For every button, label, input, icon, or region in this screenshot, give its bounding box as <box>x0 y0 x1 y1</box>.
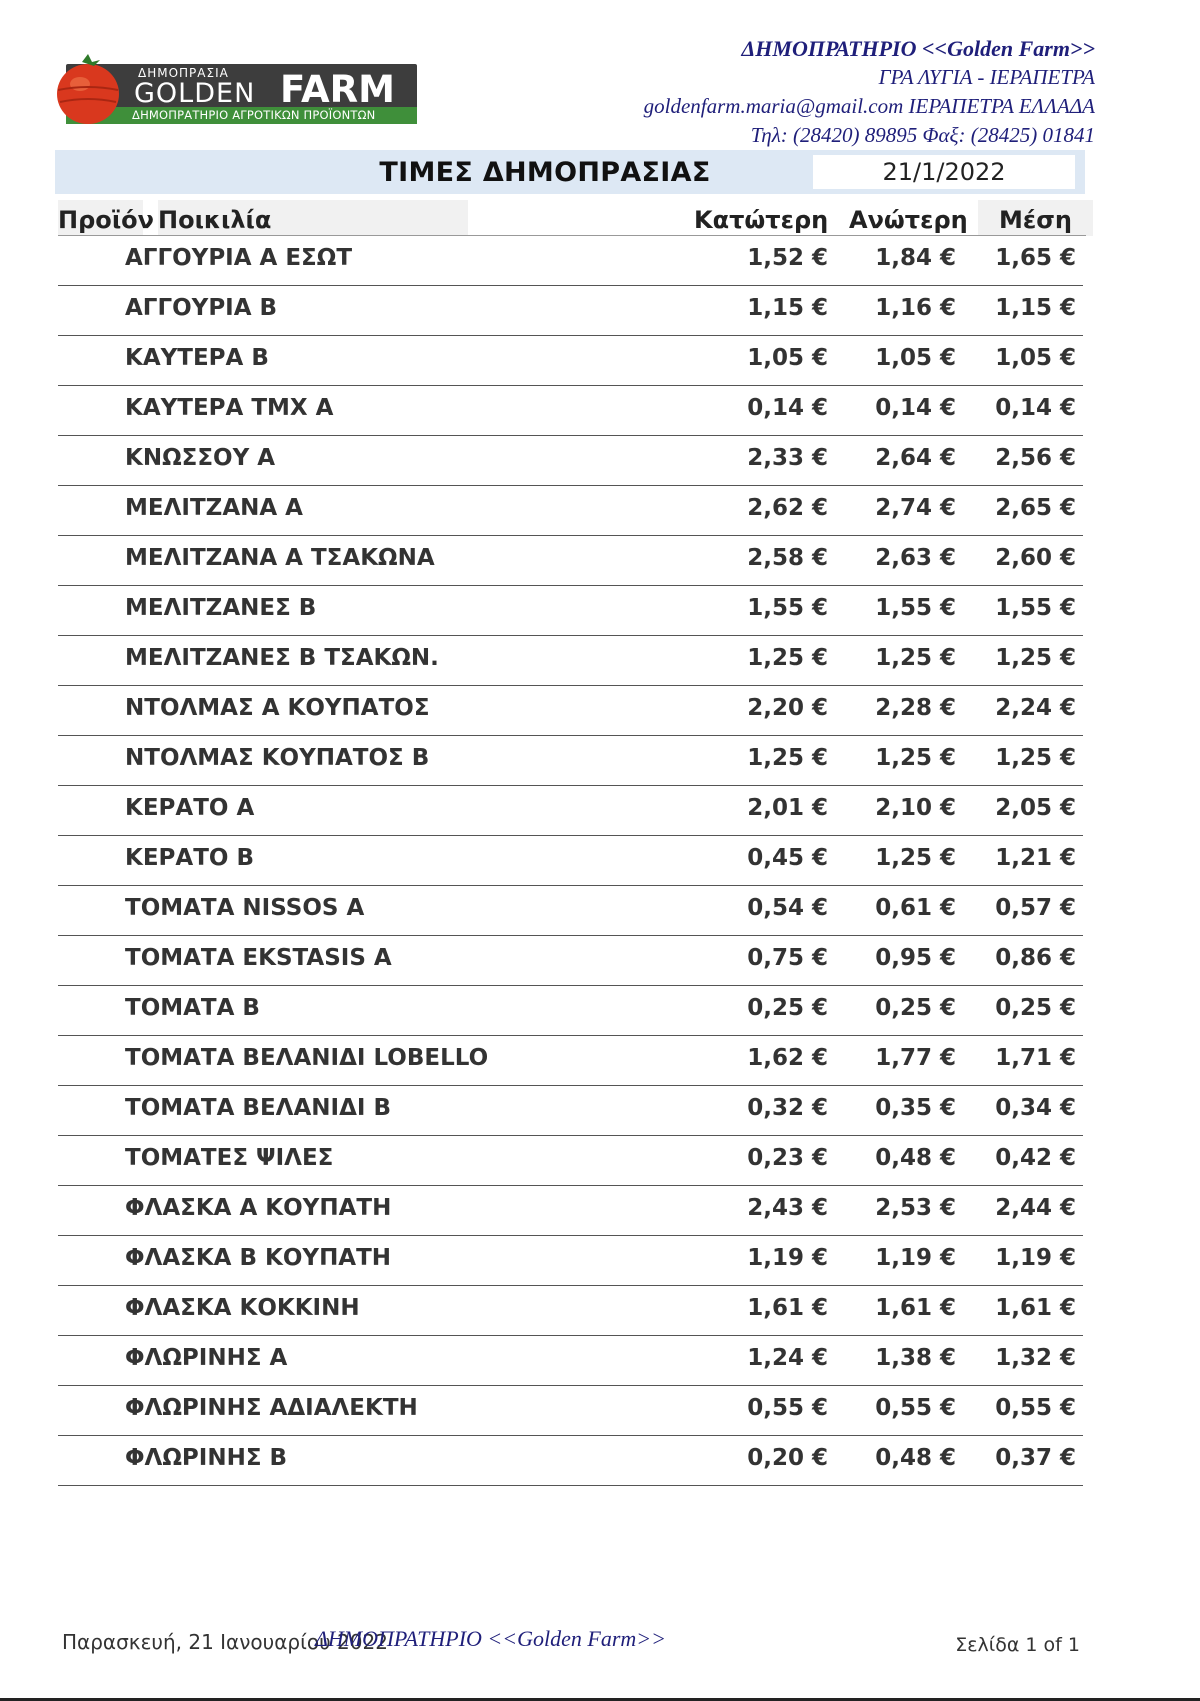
product-name: ΦΛΑΣΚΑ ΚΟΚΚΙΝΗ <box>125 1295 360 1321</box>
price-high: 1,16 € <box>875 295 956 321</box>
page-title: ΤΙΜΕΣ ΔΗΜΟΠΡΑΣΙΑΣ <box>379 157 711 188</box>
price-avg: 1,25 € <box>995 745 1076 771</box>
company-email: goldenfarm.maria@gmail.com ΙΕΡΑΠΕΤΡΑ ΕΛΛΑΔΑ <box>643 94 1095 118</box>
price-high: 1,61 € <box>875 1295 956 1321</box>
price-low: 2,43 € <box>747 1195 828 1221</box>
price-low: 0,45 € <box>747 845 828 871</box>
price-low: 1,19 € <box>747 1245 828 1271</box>
price-low: 2,62 € <box>747 495 828 521</box>
title-bar <box>55 150 1085 194</box>
price-avg: 1,15 € <box>995 295 1076 321</box>
price-low: 0,20 € <box>747 1445 828 1471</box>
table-row <box>58 1336 1083 1386</box>
price-high: 1,25 € <box>875 645 956 671</box>
footer-company: ΔΗΜΟΠΡΑΤΗΡΙΟ <<Golden Farm>> <box>315 1626 666 1651</box>
price-high: 1,25 € <box>875 745 956 771</box>
product-name: ΜΕΛΙΤΖΑΝΕΣ Β ΤΣΑΚΩΝ. <box>125 645 439 671</box>
price-high: 0,35 € <box>875 1095 956 1121</box>
price-low: 1,05 € <box>747 345 828 371</box>
price-low: 0,25 € <box>747 995 828 1021</box>
price-avg: 1,71 € <box>995 1045 1076 1071</box>
product-name: ΤΟΜΑΤΑ ΒΕΛΑΝΙΔΙ Β <box>125 1095 391 1121</box>
product-name: ΚΕΡΑΤΟ Α <box>125 795 255 821</box>
price-low: 2,33 € <box>747 445 828 471</box>
price-avg: 0,86 € <box>995 945 1076 971</box>
product-name: ΜΕΛΙΤΖΑΝΕΣ Β <box>125 595 317 621</box>
table-row <box>58 936 1083 986</box>
company-name: ΔΗΜΟΠΡΑΤΗΡΙΟ <<Golden Farm>> <box>741 36 1095 61</box>
column-header-variety-label: Ποικιλία <box>158 206 272 234</box>
table-row <box>58 886 1083 936</box>
price-low: 2,20 € <box>747 695 828 721</box>
price-low: 0,54 € <box>747 895 828 921</box>
table-row <box>58 286 1083 336</box>
product-name: ΚΝΩΣΣΟΥ Α <box>125 445 276 471</box>
price-high: 1,77 € <box>875 1045 956 1071</box>
price-table <box>58 236 1083 1486</box>
product-name: ΦΛΩΡΙΝΗΣ Β <box>125 1445 288 1471</box>
price-avg: 1,55 € <box>995 595 1076 621</box>
table-row <box>58 1136 1083 1186</box>
table-row <box>58 486 1083 536</box>
price-avg: 2,05 € <box>995 795 1076 821</box>
product-name: ΚΑΥΤΕΡΑ Β <box>125 345 269 371</box>
price-avg: 1,05 € <box>995 345 1076 371</box>
table-row <box>58 536 1083 586</box>
footer-date: Παρασκευή, 21 Ιανουαρίου 2022 <box>62 1630 388 1654</box>
price-low: 0,14 € <box>747 395 828 421</box>
table-row <box>58 236 1083 286</box>
table-row <box>58 336 1083 386</box>
logo-subtitle: ΔΗΜΟΠΡΑΤΗΡΙΟ ΑΓΡΟΤΙΚΩΝ ΠΡΟΪΟΝΤΩΝ <box>132 108 376 122</box>
column-header-low: Κατώτερη <box>694 206 829 234</box>
price-low: 1,15 € <box>747 295 828 321</box>
price-avg: 0,34 € <box>995 1095 1076 1121</box>
price-high: 0,61 € <box>875 895 956 921</box>
price-low: 1,61 € <box>747 1295 828 1321</box>
price-low: 1,52 € <box>747 245 828 271</box>
price-avg: 1,32 € <box>995 1345 1076 1371</box>
price-low: 1,25 € <box>747 645 828 671</box>
price-avg: 2,24 € <box>995 695 1076 721</box>
column-header-product-label: Προϊόν <box>58 206 154 234</box>
price-avg: 0,25 € <box>995 995 1076 1021</box>
price-low: 1,55 € <box>747 595 828 621</box>
price-high: 1,05 € <box>875 345 956 371</box>
price-high: 1,19 € <box>875 1245 956 1271</box>
product-name: ΤΟΜΑΤΑ Β <box>125 995 260 1021</box>
price-avg: 0,37 € <box>995 1445 1076 1471</box>
company-phone: Τηλ: (28420) 89895 Φαξ: (28425) 01841 <box>750 123 1095 147</box>
company-logo <box>52 50 417 124</box>
price-high: 1,25 € <box>875 845 956 871</box>
price-low: 0,23 € <box>747 1145 828 1171</box>
table-row <box>58 586 1083 636</box>
table-row <box>58 1386 1083 1436</box>
product-name: ΦΛΩΡΙΝΗΣ Α <box>125 1345 288 1371</box>
logo-top-text: ΔΗΜΟΠΡΑΣΙΑ <box>138 66 229 80</box>
table-row <box>58 786 1083 836</box>
column-header-prices <box>690 200 985 236</box>
price-high: 2,64 € <box>875 445 956 471</box>
product-name: ΜΕΛΙΤΖΑΝΑ Α <box>125 495 303 521</box>
product-name: ΝΤΟΛΜΑΣ Α ΚΟΥΠΑΤΟΣ <box>125 695 430 721</box>
price-avg: 0,55 € <box>995 1395 1076 1421</box>
price-low: 1,24 € <box>747 1345 828 1371</box>
logo-golden-text: GOLDEN <box>134 78 256 109</box>
table-row <box>58 836 1083 886</box>
table-row <box>58 986 1083 1036</box>
table-row <box>58 1286 1083 1336</box>
price-high: 1,38 € <box>875 1345 956 1371</box>
price-avg: 2,65 € <box>995 495 1076 521</box>
price-high: 0,95 € <box>875 945 956 971</box>
price-avg: 1,61 € <box>995 1295 1076 1321</box>
table-row <box>58 1436 1083 1486</box>
product-name: ΑΓΓΟΥΡΙΑ Β <box>125 295 278 321</box>
column-header-avg <box>978 200 1093 236</box>
price-high: 2,10 € <box>875 795 956 821</box>
table-row <box>58 1236 1083 1286</box>
column-header-avg-label: Μέση <box>998 206 1073 234</box>
company-info <box>644 34 1095 150</box>
price-low: 2,01 € <box>747 795 828 821</box>
price-high: 2,63 € <box>875 545 956 571</box>
price-avg: 2,56 € <box>995 445 1076 471</box>
table-row <box>58 1036 1083 1086</box>
price-high: 0,55 € <box>875 1395 956 1421</box>
price-low: 0,75 € <box>747 945 828 971</box>
product-name: ΝΤΟΛΜΑΣ ΚΟΥΠΑΤΟΣ Β <box>125 745 430 771</box>
product-name: ΚΕΡΑΤΟ Β <box>125 845 254 871</box>
company-address: ΓΡΑ ΛΥΓΙΑ - ΙΕΡΑΠΕΤΡΑ <box>878 65 1095 89</box>
price-low: 0,55 € <box>747 1395 828 1421</box>
product-name: ΑΓΓΟΥΡΙΑ Α ΕΣΩΤ <box>125 245 353 271</box>
price-high: 0,14 € <box>875 395 956 421</box>
column-header-product <box>58 200 154 236</box>
column-header-high: Ανώτερη <box>849 206 968 234</box>
price-avg: 0,57 € <box>995 895 1076 921</box>
product-name: ΚΑΥΤΕΡΑ ΤΜΧ Α <box>125 395 334 421</box>
table-row <box>58 686 1083 736</box>
price-avg: 2,44 € <box>995 1195 1076 1221</box>
product-name: ΜΕΛΙΤΖΑΝΑ Α ΤΣΑΚΩΝΑ <box>125 545 435 571</box>
product-name: ΤΟΜΑΤΕΣ ΨΙΛΕΣ <box>125 1145 334 1171</box>
table-row <box>58 1086 1083 1136</box>
price-high: 1,55 € <box>875 595 956 621</box>
price-avg: 0,14 € <box>995 395 1076 421</box>
price-avg: 1,25 € <box>995 645 1076 671</box>
product-name: ΤΟΜΑΤΑ NISSOS A <box>125 895 365 921</box>
product-name: ΦΛΑΣΚΑ Β ΚΟΥΠΑΤΗ <box>125 1245 392 1271</box>
product-name: ΦΛΩΡΙΝΗΣ ΑΔΙΑΛΕΚΤΗ <box>125 1395 418 1421</box>
footer-page-number: Σελίδα 1 of 1 <box>955 1634 1080 1656</box>
price-high: 1,84 € <box>875 245 956 271</box>
table-row <box>58 736 1083 786</box>
price-high: 2,28 € <box>875 695 956 721</box>
price-low: 1,25 € <box>747 745 828 771</box>
auction-date: 21/1/2022 <box>813 155 1075 189</box>
price-avg: 1,21 € <box>995 845 1076 871</box>
price-high: 0,48 € <box>875 1445 956 1471</box>
product-name: ΦΛΑΣΚΑ Α ΚΟΥΠΑΤΗ <box>125 1195 392 1221</box>
price-low: 2,58 € <box>747 545 828 571</box>
price-high: 0,25 € <box>875 995 956 1021</box>
product-name: ΤΟΜΑΤΑ ΒΕΛΑΝΙΔΙ LOBELLO <box>125 1045 489 1071</box>
price-low: 1,62 € <box>747 1045 828 1071</box>
price-avg: 2,60 € <box>995 545 1076 571</box>
table-row <box>58 436 1083 486</box>
price-low: 0,32 € <box>747 1095 828 1121</box>
price-avg: 0,42 € <box>995 1145 1076 1171</box>
table-row <box>58 386 1083 436</box>
price-avg: 1,19 € <box>995 1245 1076 1271</box>
table-row <box>58 636 1083 686</box>
logo-farm-text: FARM <box>280 68 395 111</box>
price-high: 2,53 € <box>875 1195 956 1221</box>
product-name: ΤΟΜΑΤΑ EKSTASIS A <box>125 945 392 971</box>
tomato-icon <box>52 50 132 130</box>
column-header-variety <box>158 200 468 236</box>
price-high: 2,74 € <box>875 495 956 521</box>
price-avg: 1,65 € <box>995 245 1076 271</box>
table-row <box>58 1186 1083 1236</box>
price-high: 0,48 € <box>875 1145 956 1171</box>
